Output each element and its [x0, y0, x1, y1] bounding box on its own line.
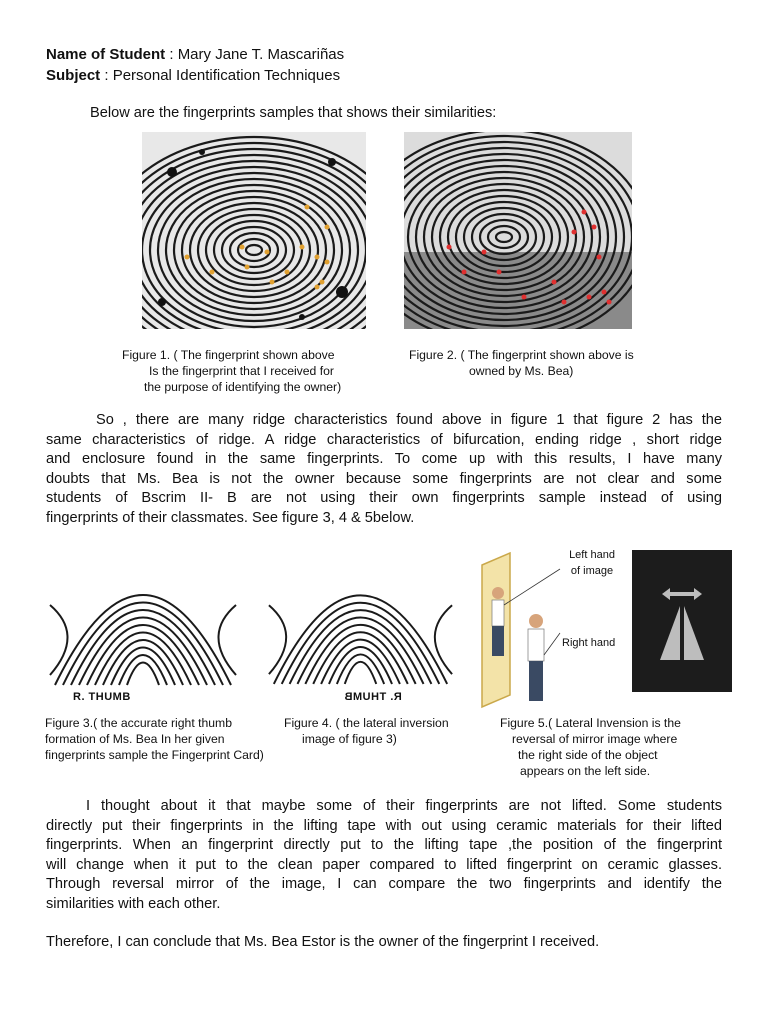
figure3-caption-line3: fingerprints sample the Fingerprint Card)	[45, 748, 264, 762]
left-hand-line1: Left hand	[569, 549, 615, 561]
figure1-caption-line3: the purpose of identifying the owner)	[144, 380, 342, 394]
figure5-right-hand-label: Right hand	[562, 637, 616, 649]
figure4-thumb-label: R. THUMB	[344, 691, 402, 703]
para1-line6: fingerprints of their classmates. See figure 3, 4 & 5below.	[46, 509, 415, 526]
student-name-line	[46, 45, 646, 65]
figure3-fingerprint-image	[45, 545, 241, 708]
figure2-fingerprint-image	[404, 132, 632, 329]
para2-line2: directly put their fingerprints in the lifting tape with out using ceramic materials for their lifted	[46, 817, 722, 834]
subject-value: : Personal Identification Techniques	[100, 67, 341, 84]
para2-line3: fingerprints. When an fingerprint directly put to the lifting tape ,the position of the fingerprint	[46, 837, 722, 854]
intro-text: Below are the fingerprints samples that shows their similarities:	[90, 105, 497, 121]
para2-line5: Through reversal mirror of the image, I can compare the two fingerprints and identify the	[46, 876, 722, 893]
para1-line4: doubts that Ms. Bea is not the owner because some fingerprints are not clear and some	[46, 470, 722, 487]
figure3-thumb-label: R. THUMB	[73, 691, 131, 703]
figure2-caption-line1: Figure 2. ( The fingerprint shown above is	[409, 348, 634, 362]
figure2-caption-line2: owned by Ms. Bea)	[469, 364, 574, 378]
para1-line3: and enclosure found in the same fingerprints. To come up with this results, I have many	[46, 451, 722, 468]
figure3-caption-line2: formation of Ms. Bea In her given	[45, 732, 225, 746]
figure3-caption	[45, 715, 305, 763]
figure5-caption-line3: the right side of the object	[518, 748, 658, 762]
figure1-fingerprint-image	[142, 132, 366, 329]
conclusion-text: Therefore, I can conclude that Ms. Bea Estor is the owner of the fingerprint I received.	[46, 934, 600, 950]
subject-label: Subject	[46, 67, 101, 84]
left-hand-line2: of image	[570, 565, 614, 577]
figure1-caption	[122, 347, 372, 395]
figure5-left-hand-label	[564, 547, 620, 579]
name-label: Name of Student	[46, 46, 166, 63]
subject-line	[46, 66, 646, 86]
para2-line6: similarities with each other.	[46, 895, 221, 912]
para1-line5: students of Bscrim II- B are not using their own fingerprints sample instead of using	[46, 490, 722, 507]
para1-line1: So , there are many ridge characteristics found above in figure 1 that figure 2 has the	[96, 412, 722, 428]
figure5-caption	[500, 715, 720, 779]
para1-line2: same characteristics of ridge. A ridge characteristics of bifurcation, ending ridge , short ridge	[46, 431, 722, 448]
figure1-caption-line2: Is the fingerprint that I received for	[149, 364, 334, 378]
name-value: : Mary Jane T. Mascariñas	[165, 46, 345, 63]
para2-line1: I thought about it that maybe some of their fingerprints are not lifted. Some students	[86, 798, 722, 814]
figure5-caption-line4: appears on the left side.	[520, 764, 651, 778]
figure3-caption-line1: Figure 3.( the accurate right thumb	[45, 716, 232, 730]
paragraph-2	[46, 797, 722, 915]
figure5-caption-line1: Figure 5.( Lateral Invension is the	[500, 716, 681, 730]
paragraph-1	[46, 411, 722, 529]
figure5-caption-line2: reversal of mirror image where	[512, 732, 678, 746]
figure4-caption-line1: Figure 4. ( the lateral inversion	[284, 716, 449, 730]
figure4-caption-line2: image of figure 3)	[302, 732, 397, 746]
figure5-lateral-inversion-icon	[632, 550, 732, 692]
figure4-caption	[284, 715, 484, 747]
figure1-caption-line1: Figure 1. ( The fingerprint shown above	[122, 348, 335, 362]
figure4-fingerprint-image	[264, 545, 457, 708]
figure2-caption	[409, 347, 679, 379]
figure5-mirror-illustration	[478, 545, 618, 710]
para2-line4: will change when it put to the clean paper compared to lifted fingerprint on ceramic glasses.	[46, 856, 722, 873]
